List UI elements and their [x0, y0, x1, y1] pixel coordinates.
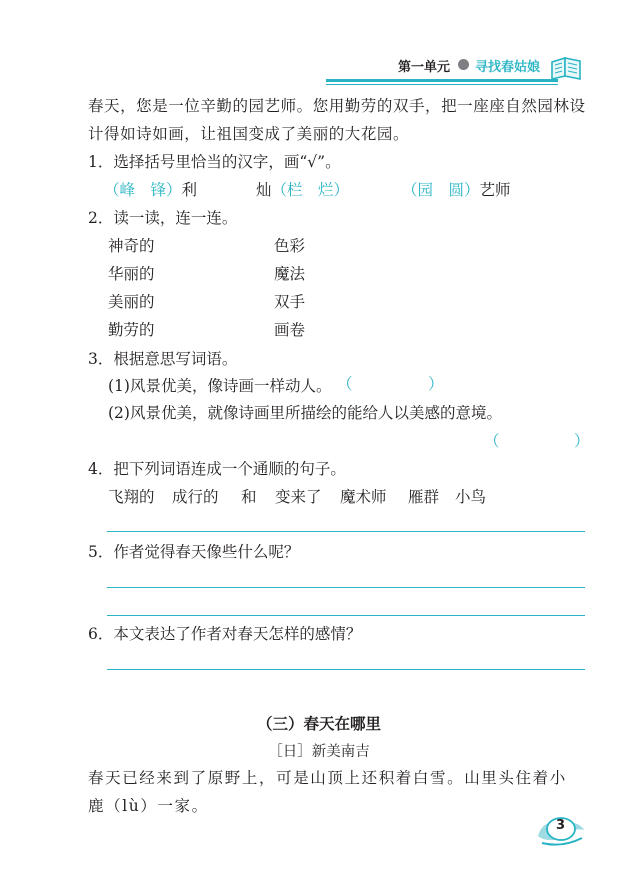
word-card: 雁群 [408, 488, 440, 506]
q3-item-2: (2)风景优美，就像诗画里所描绘的能给人以美感的意境。 [108, 404, 502, 422]
word-card: 魔术师 [340, 488, 387, 506]
answer-paren-open: （ [484, 432, 500, 450]
q1-choice-group-1[interactable] [104, 180, 197, 200]
q1-choice-group-3[interactable] [402, 180, 511, 200]
q1-options-1[interactable]: （峰 锋） [104, 181, 182, 199]
passage-line-2: 计得如诗如画，让祖国变成了美丽的大花园。 [88, 125, 410, 143]
word-card: 飞翔的 [108, 488, 155, 506]
unit-label: 第一单元 [398, 60, 451, 75]
answer-line[interactable] [107, 587, 585, 588]
word-card: 成行的 [172, 488, 219, 506]
q1-suffix-3: 艺师 [479, 181, 511, 199]
q1-options-2[interactable]: （栏 烂） [271, 181, 350, 199]
match-left-item[interactable]: 勤劳的 [108, 321, 155, 339]
q1-prefix-2: 灿 [256, 181, 272, 199]
page-number: 3 [556, 818, 566, 833]
section-text-line-2: 鹿（lù）一家。 [88, 797, 209, 815]
word-card: 变来了 [275, 488, 322, 506]
match-right-item[interactable]: 魔法 [274, 265, 306, 283]
section-author: ［日］新美南吉 [268, 744, 370, 760]
question-3-prompt: 3．根据意思写词语。 [88, 350, 238, 368]
match-left-item[interactable]: 神奇的 [108, 237, 155, 255]
question-2-prompt: 2．读一读，连一连。 [88, 209, 238, 227]
q1-suffix-1: 利 [181, 181, 198, 199]
answer-paren-close: ） [574, 432, 590, 450]
word-card: 和 [241, 488, 257, 506]
q1-options-3[interactable]: （园 圆） [402, 181, 480, 199]
match-right-item[interactable]: 画卷 [274, 321, 306, 339]
answer-blank-2[interactable] [502, 433, 572, 453]
section-title: （三）春天在哪里 [256, 715, 381, 733]
question-6-prompt: 6．本文表达了作者对春天怎样的感情？ [88, 625, 362, 643]
word-card: 小鸟 [455, 488, 487, 506]
question-5-prompt: 5．作者觉得春天像些什么呢？ [88, 543, 300, 561]
q1-choice-group-2[interactable] [256, 180, 349, 200]
question-1-prompt: 1．选择括号里恰当的汉字，画“√”。 [88, 153, 341, 171]
passage-line-1: 春天，您是一位辛勤的园艺师。您用勤劳的双手，把一座座自然园林设 [88, 97, 586, 115]
match-right-item[interactable]: 双手 [274, 293, 306, 311]
answer-line[interactable] [107, 669, 585, 670]
header-rule-thin [326, 84, 558, 85]
answer-paren-close: ） [428, 375, 444, 393]
question-4-prompt: 4．把下列词语连成一个通顺的句子。 [88, 460, 346, 478]
header-rule-thick [326, 79, 558, 82]
unit-theme: 寻找春姑娘 [475, 60, 541, 75]
answer-blank-1[interactable] [356, 376, 428, 396]
match-left-item[interactable]: 美丽的 [108, 293, 155, 311]
q3-item-1: (1)风景优美，像诗画一样动人。 [108, 377, 332, 395]
open-book-icon [548, 52, 584, 82]
match-right-item[interactable]: 色彩 [274, 237, 306, 255]
section-text-line-1: 春天已经来到了原野上，可是山顶上还积着白雪。山里头住着小 [88, 769, 567, 787]
answer-line[interactable] [107, 615, 585, 616]
bullet-dot-icon [458, 59, 469, 70]
match-left-item[interactable]: 华丽的 [108, 265, 155, 283]
answer-line[interactable] [107, 531, 585, 532]
answer-paren-open: （ [337, 375, 353, 393]
